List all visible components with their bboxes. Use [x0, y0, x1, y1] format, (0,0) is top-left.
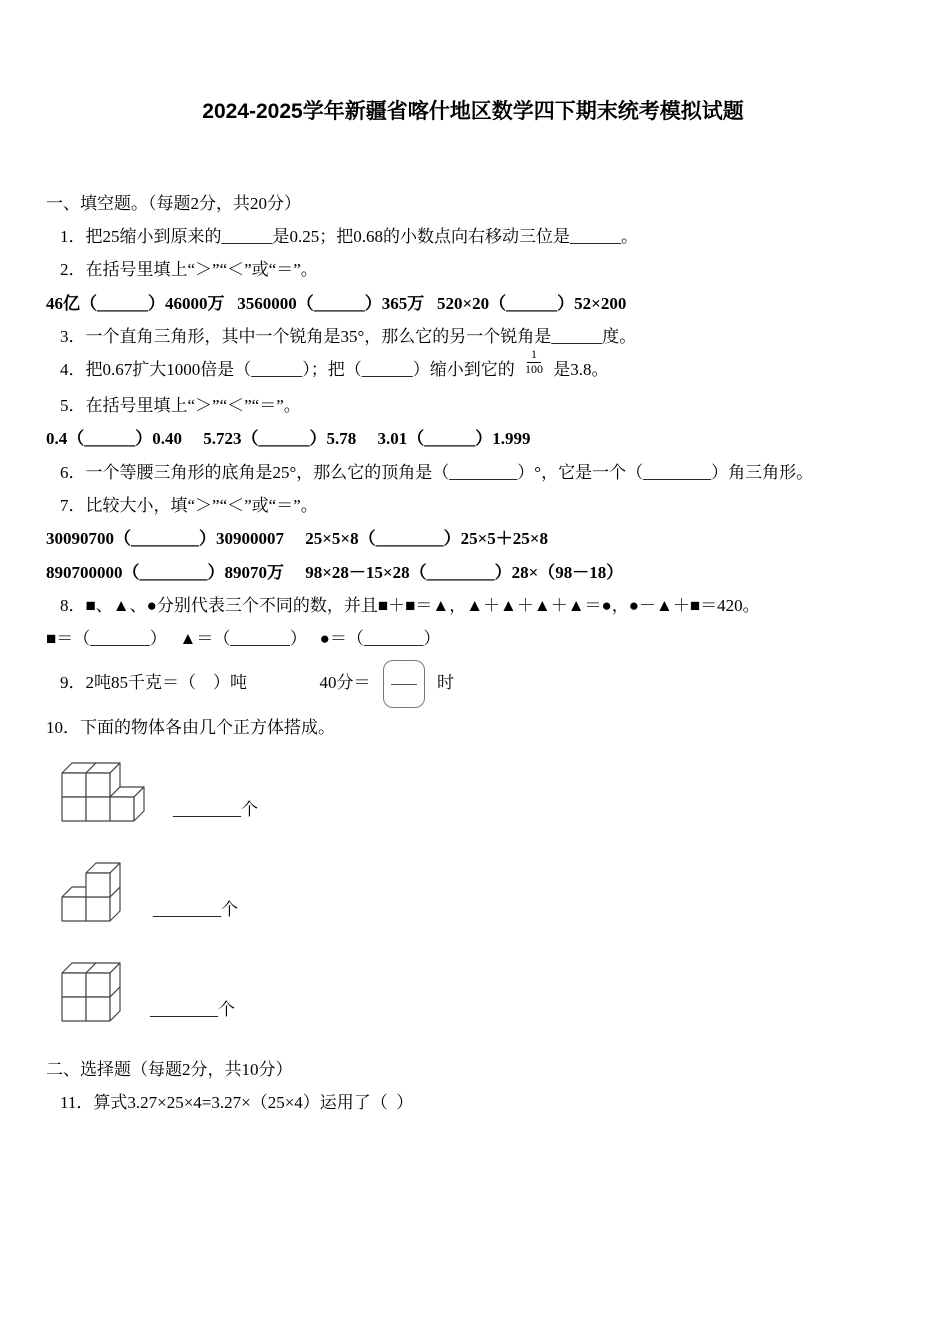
- cube-figure-2: [58, 857, 133, 927]
- question-8-answers: ■＝（_______） ▲＝（_______） ●＝（_______）: [46, 629, 441, 649]
- section1-heading: 一、填空题。（每题2分，共20分）: [46, 193, 301, 213]
- question-2-items: 46亿（______）46000万 3560000（______）365万 520×20（______）52×200: [46, 293, 627, 313]
- question-8: 8．■、▲、●分别代表三个不同的数，并且■＋■＝▲，▲＋▲＋▲＋▲＝●，●－▲＋■＝420。: [60, 595, 760, 615]
- question-4-text-2: 是3.8。: [553, 360, 609, 380]
- fraction-denominator: 100: [525, 362, 543, 377]
- question-5-items: 0.4（______）0.40 5.723（______）5.78 3.01（______）1.999: [46, 429, 531, 449]
- question-10: 10．下面的物体各由几个正方体搭成。: [46, 717, 335, 737]
- question-4-text-1: 4．把0.67扩大1000倍是（______）；把（______）缩小到它的: [60, 360, 515, 380]
- question-7-line2: 890700000（________）89070万 98×28－15×28（________）28×（98－18）: [46, 562, 624, 582]
- figure-2-answer-blank: ________个: [153, 899, 238, 919]
- question-1: 1．把25缩小到原来的______是0.25；把0.68的小数点向右移动三位是______。: [60, 226, 638, 246]
- question-6: 6．一个等腰三角形的底角是25°，那么它的顶角是（________）°，它是一个（________）角三角形。: [60, 462, 814, 482]
- question-7-line1: 30090700（________）30900007 25×5×8（________）25×5＋25×8: [46, 529, 548, 549]
- cube-figure-3-row: [58, 957, 900, 1027]
- question-9: [46, 660, 900, 708]
- question-7-intro: 7．比较大小，填“＞”“＜”或“＝”。: [60, 495, 318, 515]
- fraction-numerator: 1: [527, 348, 541, 363]
- cube-figure-3: [58, 957, 130, 1027]
- question-3: 3．一个直角三角形，其中一个锐角是35°，那么它的另一个锐角是______度。: [60, 326, 637, 346]
- figure-3-answer-blank: ________个: [150, 999, 235, 1019]
- section2-heading: 二、选择题（每题2分，共10分）: [46, 1059, 293, 1079]
- cube-figure-2-row: [58, 857, 900, 927]
- question-5-intro: 5．在括号里填上“＞”“＜”“＝”。: [60, 395, 301, 415]
- question-9-text-2: 40分＝: [319, 672, 371, 692]
- question-2-intro: 2．在括号里填上“＞”“＜”或“＝”。: [60, 260, 318, 280]
- blank-fraction-box: [383, 660, 425, 708]
- fraction-bar: [391, 684, 417, 685]
- question-11: 11．算式3.27×25×4=3.27×（25×4）运用了（ ）: [60, 1093, 414, 1113]
- question-9-text-1: 9．2吨85千克＝（ ）吨: [60, 672, 247, 692]
- page-title: 2024-2025学年新疆省喀什地区数学四下期末统考模拟试题: [202, 100, 744, 123]
- question-4: [46, 347, 900, 386]
- cube-figure-1-row: [58, 757, 900, 827]
- fraction-1-100: [523, 348, 545, 377]
- question-9-text-3: 时: [437, 672, 454, 692]
- figure-1-answer-blank: ________个: [173, 799, 258, 819]
- cube-figure-1: [58, 757, 153, 827]
